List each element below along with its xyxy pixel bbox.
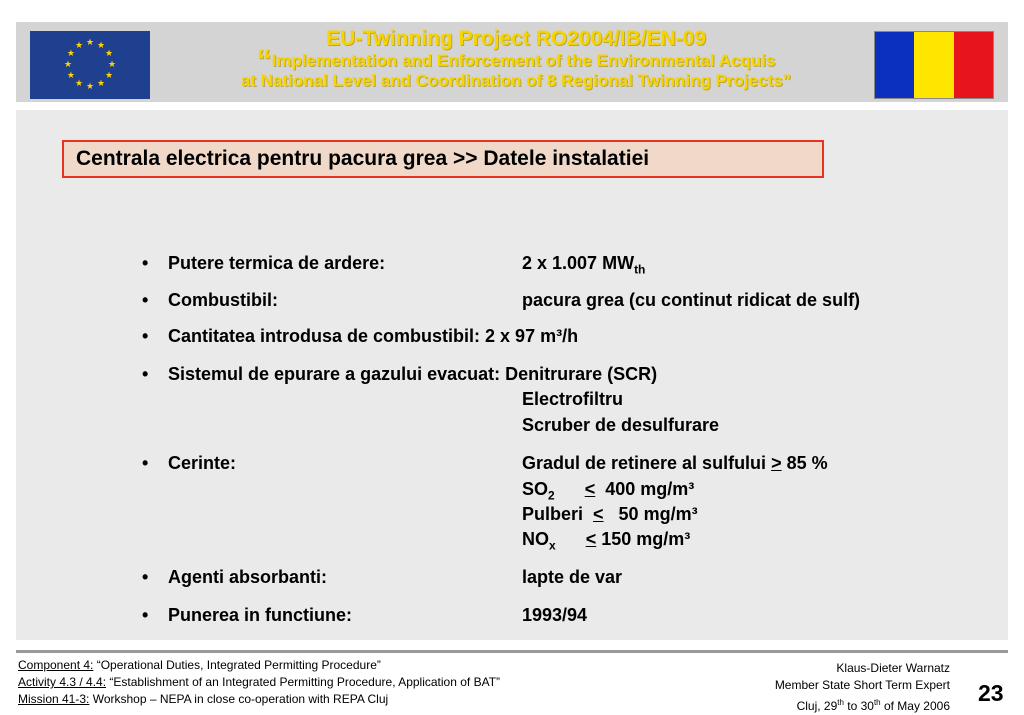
eu-star-icon: ★ [66,70,75,80]
eu-star-icon: ★ [96,78,106,89]
footer-activity: Activity 4.3 / 4.4: “Establishment of an Integrated Permitting Procedure, Application of BAT” [18,675,501,689]
eu-flag-icon [30,31,150,99]
item-value: Electrofiltru [522,389,624,409]
eu-star-icon: ★ [63,59,73,69]
title-line-3: at National Level and Coordination of 8 Regional Twinning Projects” [240,71,792,90]
eu-star-icon: ★ [96,39,106,50]
item-label: Cantitatea introdusa de combustibil: 2 x 97 m³/h [168,326,579,346]
item-value: Scruber de desulfurare [522,415,720,435]
flag-stripe-yellow [914,32,953,98]
author-name: Klaus-Dieter Warnatz [836,661,950,675]
item-value: Gradul de retinere al sulfului > 85 % [522,453,828,473]
item-value: lapte de var [522,567,623,587]
item-label: Combustibil: [168,290,278,310]
romania-flag-icon [874,31,994,99]
eu-star-icon: ★ [74,78,84,89]
title-line-2: “Implementation and Enforcement of the Environmental Acquis [256,44,776,77]
content-panel: Centrala electrica pentru pacura grea >> Datele instalatiei • Putere termica de ardere: 2 x 1.007 $MW_{th}$ • Combustibil: pacura grea (cu continut ridicat de sulf) • Cantitatea introdusa de combustibil: 2 x 97 m³/h • Sistemul de epurare a gazului evacuat: Denitrurare (SCR) Electrofiltru Scruber de desulfurare • Cerinte: Gradul de retinere al sulfului > 85 % $SO_2$ < 400 mg/m³ Pulberi < 50 mg/m³ $NO_x$ < 150 mg/m³ • Agenti absorbanti: lapte de var • Punerea in functiune: 1993/94 [16,110,1008,640]
footer-divider [16,650,1008,653]
eu-star-icon: ★ [85,81,95,91]
eu-star-icon: ★ [66,48,75,58]
title-line-1: EU-Twinning Project RO2004/IB/EN-09 [325,27,707,50]
project-title [166,28,866,91]
item-value: $NO_x$ < 150 mg/m³ [522,529,691,553]
item-value: $SO_2$ < 400 mg/m³ [522,479,695,503]
footer-mission: Mission 41-3: Workshop – NEPA in close co-operation with REPA Cluj [18,692,389,706]
flag-stripe-red [954,32,993,98]
eu-star-icon: ★ [74,39,84,50]
item-label: Cerinte: [168,453,237,473]
slide-title: Centrala electrica pentru pacura grea >> Datele instalatiei [62,140,824,178]
item-value: Pulberi < 50 mg/m³ [522,504,698,524]
eu-star-icon: ★ [85,37,95,47]
eu-star-icon: ★ [105,48,114,58]
page-number: 23 [978,680,1004,706]
eu-star-icon: ★ [107,59,117,69]
item-label: Agenti absorbanti: [168,567,328,587]
item-label: Punerea in functiune: [168,605,353,625]
item-value: 1993/94 [522,605,588,625]
author-role: Member State Short Term Expert [774,678,950,692]
event-date: Cluj, 29th to 30th of May 2006 [796,698,950,713]
footer-info [18,657,500,708]
item-value: pacura grea (cu continut ridicat de sulf) [522,290,861,310]
flag-stripe-blue [875,32,914,98]
header-band [16,22,1008,102]
eu-star-icon: ★ [105,70,114,80]
footer-author [775,660,950,715]
item-label: Sistemul de epurare a gazului evacuat: Denitrurare (SCR) [168,364,658,384]
item-value: 2 x 1.007 $MW_{th}$ [522,253,646,277]
item-label: Putere termica de ardere: [168,253,386,273]
footer-component: Component 4: “Operational Duties, Integrated Permitting Procedure” [18,658,381,672]
